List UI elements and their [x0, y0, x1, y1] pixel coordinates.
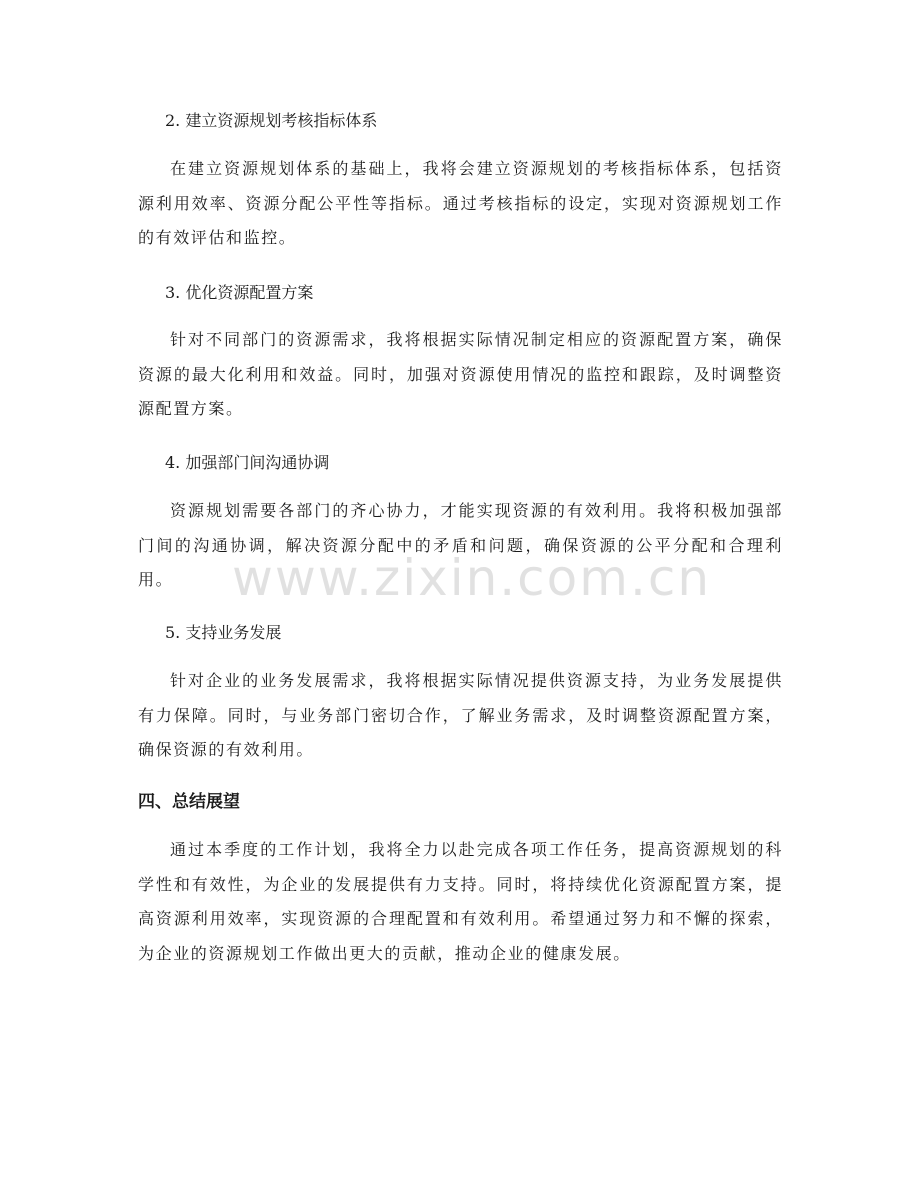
item5-body: 针对企业的业务发展需求，我将根据实际情况提供资源支持，为业务发展提供有力保障。同时，与业务部门密切合作，了解业务需求，及时调整资源配置方案，确保资源的有效利用。: [138, 671, 783, 759]
summary-body: 通过本季度的工作计划，我将全力以赴完成各项工作任务，提高资源规划的科学性和有效性，为企业的发展提供有力支持。同时，将持续优化资源配置方案，提高资源利用效率，实现资源的合理配置和有效利用。希望通过努力和不懈的探索，为企业的资源规划工作做出更大的贡献，推动企业的健康发展。: [138, 840, 783, 963]
watermark: www.zixin.com.cn: [232, 549, 712, 607]
item3-heading: 3. 优化资源配置方案: [165, 283, 314, 302]
item5-heading: 5. 支持业务发展: [165, 623, 282, 642]
item4-heading: 4. 加强部门间沟通协调: [165, 453, 330, 472]
item2-body: 在建立资源规划体系的基础上，我将会建立资源规划的考核指标体系，包括资源利用效率、资源分配公平性等指标。通过考核指标的设定，实现对资源规划工作的有效评估和监控。: [138, 159, 783, 247]
summary-section-title: 四、总结展望: [138, 792, 240, 812]
item4-body: 资源规划需要各部门的齐心协力，才能实现资源的有效利用。我将积极加强部门间的沟通协调，解决资源分配中的矛盾和问题，确保资源的公平分配和合理利用。: [138, 501, 783, 589]
item2-heading: 2. 建立资源规划考核指标体系: [165, 111, 378, 130]
item3-body: 针对不同部门的资源需求，我将根据实际情况制定相应的资源配置方案，确保资源的最大化利用和效益。同时，加强对资源使用情况的监控和跟踪，及时调整资源配置方案。: [138, 330, 783, 418]
